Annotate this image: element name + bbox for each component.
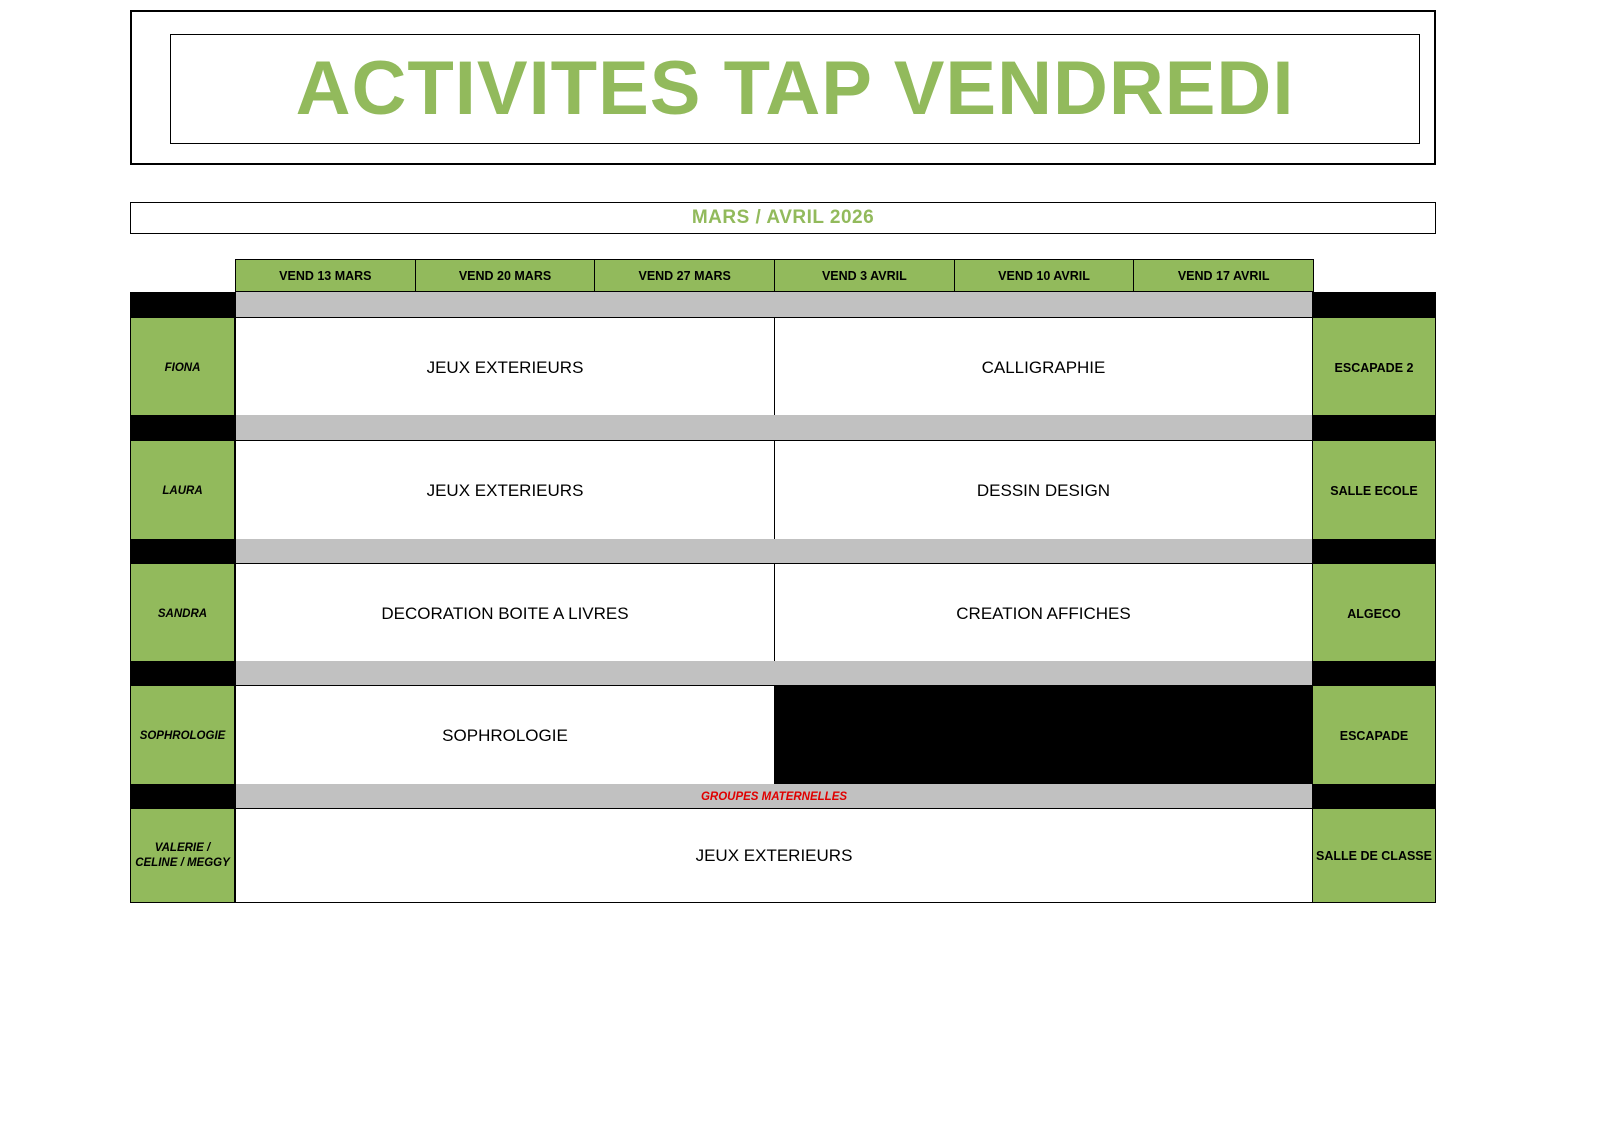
separator-band — [235, 292, 1313, 317]
room-cell: ESCAPADE 2 — [1312, 317, 1436, 419]
activity-cell: CALLIGRAPHIE — [774, 317, 1313, 419]
separator-band — [235, 415, 1313, 440]
room-cell: SALLE DE CLASSE — [1312, 808, 1436, 903]
activity-cell: JEUX EXTERIEURS — [235, 808, 1313, 903]
activity-cell-empty — [774, 685, 1313, 787]
activity-cell: SOPHROLOGIE — [235, 685, 775, 787]
room-cell: ESCAPADE — [1312, 685, 1436, 787]
date-header-cell: VEND 20 MARS — [415, 259, 596, 292]
period-label: MARS / AVRIL 2026 — [691, 207, 875, 228]
date-header-row — [235, 259, 1313, 292]
animator-name-cell: VALERIE / CELINE / MEGGY — [130, 808, 235, 903]
activity-cell: JEUX EXTERIEURS — [235, 317, 775, 419]
period-banner — [130, 202, 1436, 234]
date-header-cell: VEND 13 MARS — [235, 259, 416, 292]
page-title: ACTIVITES TAP VENDREDI — [295, 46, 1295, 131]
activity-cell: DESSIN DESIGN — [774, 440, 1313, 542]
activity-cell: JEUX EXTERIEURS — [235, 440, 775, 542]
date-header-cell: VEND 27 MARS — [594, 259, 775, 292]
date-header-cell: VEND 10 AVRIL — [954, 259, 1135, 292]
separator-band — [235, 539, 1313, 564]
title-banner — [130, 10, 1436, 165]
separator-band — [235, 661, 1313, 686]
animator-name-cell: LAURA — [130, 440, 235, 542]
activity-cell: DECORATION BOITE A LIVRES — [235, 563, 775, 665]
animator-name-cell: SOPHROLOGIE — [130, 685, 235, 787]
date-header-cell: VEND 17 AVRIL — [1133, 259, 1314, 292]
activity-cell: CREATION AFFICHES — [774, 563, 1313, 665]
animator-name-cell: SANDRA — [130, 563, 235, 665]
room-cell: SALLE ECOLE — [1312, 440, 1436, 542]
date-header-cell: VEND 3 AVRIL — [774, 259, 955, 292]
title-inner-frame — [170, 34, 1420, 144]
room-cell: ALGECO — [1312, 563, 1436, 665]
maternelles-note-band: GROUPES MATERNELLES — [235, 784, 1313, 809]
animator-name-cell: FIONA — [130, 317, 235, 419]
